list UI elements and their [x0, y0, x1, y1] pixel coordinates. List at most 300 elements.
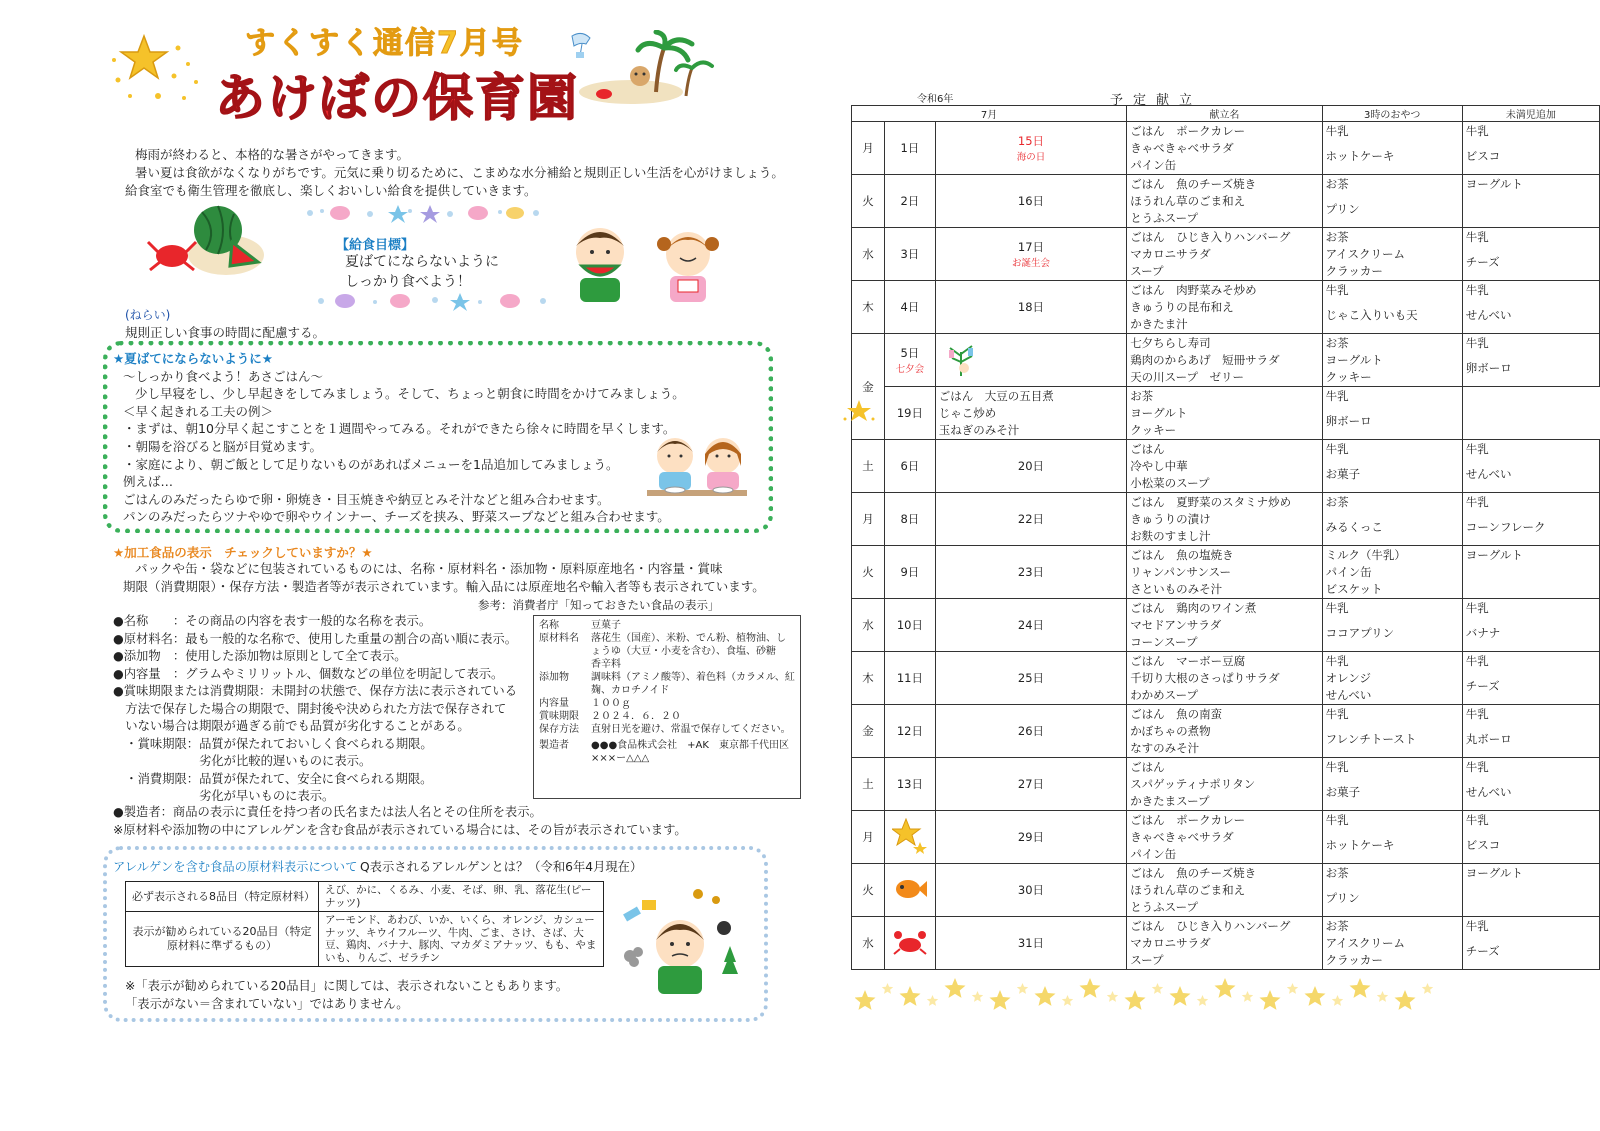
definition-line: ●名称 ：その商品の内容を表す一般的な名称を表示。 — [113, 614, 432, 628]
garland-star — [882, 983, 893, 994]
definition-line: ・消費期限：品質が保たれて、安全に食べられる期限。 — [113, 771, 433, 786]
menu-body — [852, 122, 1600, 970]
menu-row — [852, 917, 1600, 970]
menu-line: マカロニサラダ — [1130, 247, 1211, 261]
menu-line: コーンフレーク — [1465, 520, 1546, 534]
box1-line: ～しっかり食べよう！あさごはん～ — [123, 368, 324, 384]
menu-weekday: 月 — [852, 811, 885, 864]
menu-date-first — [885, 440, 936, 493]
menu-line: お茶 — [1325, 336, 1349, 350]
garland-star — [1377, 991, 1388, 1002]
garland-star — [1215, 978, 1236, 998]
menu-cell-lines — [1323, 122, 1462, 174]
menu-dishes — [935, 387, 1126, 440]
menu-date-second — [935, 811, 1126, 864]
allergen-table — [125, 881, 604, 967]
menu-line: チーズ — [1465, 944, 1500, 958]
menu-date-first — [885, 334, 936, 387]
menu-cell-lines — [1127, 546, 1321, 598]
menu-line: お菓子 — [1325, 467, 1361, 481]
label-definitions — [113, 613, 523, 806]
menu-date-text: 11日 — [896, 671, 923, 685]
garland-star — [1125, 990, 1146, 1010]
box1-line: ＜早く起きれる工夫の例＞ — [123, 403, 274, 419]
menu-date-second — [935, 281, 1126, 334]
menu-dishes — [1127, 175, 1322, 228]
children-eating-icon — [568, 222, 730, 304]
menu-cell-lines — [1323, 281, 1462, 333]
menu-table — [851, 105, 1600, 970]
label-key: 添加物 — [539, 672, 569, 683]
menu-row — [852, 122, 1600, 175]
menu-cell-lines — [1323, 440, 1462, 492]
menu-line: 玉ねぎのみそ汁 — [938, 423, 1020, 437]
menu-date-text: 26日 — [1017, 724, 1045, 738]
menu-line: 牛乳 — [1325, 813, 1349, 827]
menu-line: じゃこ炒め — [938, 406, 997, 420]
box1-line: 例えば… — [123, 474, 174, 490]
garland-star — [1260, 990, 1281, 1010]
goal-title: 【給食目標】 — [336, 238, 415, 253]
menu-date-second — [935, 228, 1126, 281]
allergen-title: アレルゲンを含む食品の原材料表示について — [113, 860, 358, 874]
menu-toddler-extra — [1462, 440, 1599, 493]
menu-cell-lines — [1127, 228, 1321, 280]
menu-line: フレンチトースト — [1325, 732, 1417, 746]
menu-line: 冷やし中華 — [1130, 459, 1188, 473]
menu-date-text: 15日 — [1017, 134, 1045, 148]
menu-toddler-extra — [1462, 228, 1599, 281]
menu-weekday: 木 — [852, 281, 885, 334]
menu-line: アイスクリーム — [1325, 936, 1405, 950]
shell-garland-bottom-icon — [315, 290, 550, 312]
menu-line: ヨーグルト — [1325, 353, 1383, 367]
definition-line: いない場合は期限が過ぎる前でも品質が劣化することがある。 — [113, 719, 470, 733]
menu-line: ココアプリン — [1325, 626, 1395, 640]
menu-date-text: 29日 — [1017, 830, 1045, 844]
menu-dishes — [1127, 440, 1322, 493]
menu-line: ヨーグルト — [1130, 406, 1188, 420]
menu-line: アイスクリーム — [1325, 247, 1405, 261]
garland-star — [927, 995, 938, 1006]
menu-line: 牛乳 — [1465, 124, 1489, 138]
food-label-line: パックや缶・袋などに包装されているものには、名称・原材料名・添加物・原料原産地名・内容量・賞味 — [135, 561, 723, 576]
menu-snack — [1322, 122, 1462, 175]
breakfast-kids-icon — [645, 432, 750, 504]
menu-dishes — [1127, 917, 1322, 970]
menu-header-month: 7月 — [852, 106, 1127, 122]
menu-line: 牛乳 — [1465, 654, 1489, 668]
star-icon — [841, 399, 877, 428]
allergen-items: アーモンド、あわび、いか、いくら、オレンジ、カシューナッツ、キウイフルーツ、牛肉、ごま、さけ、さば、大豆、鶏肉、バナナ、豚肉、マカダミアナッツ、もも、やまいも、りんご、ゼラチン — [319, 912, 604, 967]
garland-star — [1242, 991, 1253, 1002]
crab-icon — [892, 944, 928, 958]
menu-header-row — [852, 106, 1600, 122]
menu-line: パイン缶 — [1325, 565, 1372, 579]
menu-line: ごはん — [1130, 442, 1165, 456]
footer-line: ●製造者：商品の表示に責任を持つ者の氏名または法人名とその住所を表示。 — [113, 805, 542, 819]
food-label-intro — [123, 560, 773, 595]
menu-line: ごはん マーボー豆腐 — [1130, 654, 1246, 668]
menu-row — [852, 599, 1600, 652]
menu-date-first — [885, 758, 936, 811]
menu-dishes — [1127, 758, 1322, 811]
menu-line: スープ — [1130, 953, 1164, 967]
garland-star — [1152, 983, 1163, 994]
menu-line: スープ — [1130, 264, 1164, 278]
intro-line: 暑い夏は食欲がなくなりがちです。元気に乗り切るために、こまめな水分補給と規則正しい生活を心がけましょう。 — [135, 165, 784, 180]
event-note: お誕生会 — [1011, 258, 1050, 269]
menu-line: チーズ — [1465, 679, 1500, 693]
menu-dishes — [1127, 599, 1322, 652]
summer-fatigue-title: ★夏ばてにならないように★ — [113, 351, 273, 366]
menu-cell-lines — [1323, 705, 1462, 757]
menu-line: パイン缶 — [1130, 847, 1177, 861]
menu-row — [852, 334, 1600, 387]
menu-date-second — [935, 334, 1126, 387]
tanabata-icon — [946, 342, 976, 379]
label-row — [539, 739, 795, 765]
menu-date-text: 2日 — [900, 194, 920, 208]
menu-date-text: 12日 — [896, 724, 923, 738]
menu-date-text: 3日 — [900, 247, 920, 261]
menu-line: ビスコ — [1465, 838, 1501, 852]
label-value: 直射日光を避け、常温で保存してください。 — [591, 724, 791, 735]
menu-cell-lines — [1463, 546, 1599, 598]
event-note: 七夕会 — [895, 364, 925, 375]
menu-date-first — [885, 652, 936, 705]
label-value: １００ｇ — [591, 698, 631, 709]
menu-line: 牛乳 — [1465, 230, 1489, 244]
menu-cell-lines — [1127, 281, 1321, 333]
menu-cell-lines — [1463, 864, 1599, 916]
menu-cell-lines — [1463, 334, 1599, 386]
menu-toddler-extra — [1462, 599, 1599, 652]
menu-toddler-extra — [1322, 387, 1462, 440]
label-key: 名称 — [539, 620, 559, 631]
allergen-row — [126, 882, 604, 912]
menu-date-text: 18日 — [1017, 300, 1045, 314]
menu-cell-lines — [1323, 546, 1462, 598]
menu-cell-lines — [1127, 334, 1321, 386]
menu-line: ビスケット — [1325, 582, 1383, 596]
menu-line: ヨーグルト — [1465, 548, 1523, 562]
menu-line: ごはん 魚の塩焼き — [1130, 548, 1234, 562]
menu-cell-lines — [1323, 864, 1462, 916]
menu-line: わかめスープ — [1130, 688, 1199, 702]
nursery-name-title: あけぼの保育園 — [215, 69, 579, 127]
menu-line: 卵ボーロ — [1325, 414, 1372, 428]
menu-line: コーンスープ — [1130, 635, 1198, 649]
label-value: 調味料（アミノ酸等）、着色料（カラメル、紅麹、カロチノイド — [591, 672, 795, 696]
menu-cell-lines — [1463, 493, 1599, 545]
star-garland-icon — [855, 975, 1455, 1015]
menu-row — [852, 281, 1600, 334]
menu-cell-lines — [1323, 493, 1462, 545]
label-key: 賞味期限 — [539, 711, 579, 722]
menu-line: 牛乳 — [1325, 124, 1349, 138]
menu-date-first — [885, 705, 936, 758]
menu-snack — [1127, 387, 1322, 440]
garland-star — [972, 991, 983, 1002]
menu-line: かぼちゃの煮物 — [1130, 724, 1211, 738]
menu-line: オレンジ — [1325, 671, 1372, 685]
menu-toddler-extra — [1462, 811, 1599, 864]
menu-row — [852, 440, 1600, 493]
menu-line: せんべい — [1465, 308, 1512, 322]
menu-date-text: 10日 — [896, 618, 923, 632]
menu-line: 牛乳 — [1465, 336, 1489, 350]
menu-cell-lines — [1127, 864, 1321, 916]
menu-date-text: 4日 — [900, 300, 920, 314]
menu-dishes — [1127, 811, 1322, 864]
menu-dishes — [1127, 652, 1322, 705]
menu-date-first — [885, 228, 936, 281]
menu-toddler-extra — [1462, 334, 1599, 387]
menu-line: クラッカー — [1325, 264, 1383, 278]
menu-line: 丸ボーロ — [1465, 732, 1512, 746]
menu-line: ごはん 大豆の五目煮 — [938, 389, 1054, 403]
menu-row — [852, 546, 1600, 599]
menu-weekday: 月 — [852, 122, 885, 175]
box1-line: パンのみだったらツナやゆで卵やウインナー、チーズを挟み、野菜スープなどと組み合わせます。 — [123, 509, 670, 525]
menu-date-second — [935, 917, 1126, 970]
menu-date-text: 27日 — [1017, 777, 1045, 791]
label-row — [539, 632, 795, 671]
menu-line: ごはん 鶏肉のワイン煮 — [1130, 601, 1257, 615]
box1-line: 少し早寝をし、少し早起きをしてみましょう。そして、ちょっと朝食に時間をかけてみましょう。 — [135, 386, 685, 402]
garland-star — [1017, 983, 1028, 994]
menu-dishes — [1127, 864, 1322, 917]
goal-line: 夏ばてにならないように — [345, 254, 499, 270]
menu-line: 牛乳 — [1325, 601, 1349, 615]
box1-line: ・朝陽を浴びると脳が目覚めます。 — [123, 438, 323, 454]
menu-line: せんべい — [1325, 688, 1372, 702]
menu-cell-lines — [1323, 228, 1462, 280]
box1-line: ・まずは、朝10分早く起こすことを１週間やってみる。それができたら徐々に時間を早くします。 — [123, 421, 676, 437]
garland-star — [1080, 978, 1101, 998]
menu-line: 牛乳 — [1325, 389, 1349, 403]
menu-cell-lines — [1127, 599, 1321, 651]
menu-date-text: 25日 — [1017, 671, 1045, 685]
menu-snack — [1322, 175, 1462, 228]
menu-line: バナナ — [1465, 626, 1501, 640]
menu-cell-lines — [1463, 705, 1599, 757]
menu-date-first — [885, 811, 936, 864]
label-row — [539, 697, 795, 710]
menu-date-second — [935, 493, 1126, 546]
menu-line: みるくっこ — [1325, 520, 1383, 534]
menu-line: 牛乳 — [1465, 919, 1489, 933]
newsletter-subtitle: すくすく通信7月号 — [245, 26, 524, 61]
garland-star — [1170, 986, 1191, 1006]
definition-line: ・賞味期限：品質が保たれておいしく食べられる期限。 — [113, 736, 433, 751]
menu-line: 牛乳 — [1465, 442, 1489, 456]
menu-line: きゃべきゃべサラダ — [1130, 141, 1234, 155]
menu-date-text: 31日 — [1017, 936, 1045, 950]
menu-cell-lines — [1127, 811, 1321, 863]
menu-weekday: 木 — [852, 652, 885, 705]
garland-star — [900, 986, 921, 1006]
menu-row — [852, 864, 1600, 917]
menu-toddler-extra — [1462, 175, 1599, 228]
allergen-notes — [125, 978, 595, 1013]
menu-cell-lines — [1323, 917, 1462, 969]
menu-header-extra: 未満児追加 — [1462, 106, 1599, 122]
menu-toddler-extra — [1462, 546, 1599, 599]
box1-line: ごはんのみだったらゆで卵・卵焼き・目玉焼きや納豆とみそ汁などと組み合わせます。 — [123, 491, 610, 507]
menu-snack — [1322, 228, 1462, 281]
menu-line: 七夕ちらし寿司 — [1130, 336, 1211, 350]
menu-line: パイン缶 — [1130, 158, 1177, 172]
allergy-child-icon — [618, 886, 748, 996]
menu-line: プリン — [1325, 202, 1360, 216]
menu-date-second — [935, 705, 1126, 758]
menu-cell-lines — [1127, 387, 1321, 439]
menu-line: お茶 — [1325, 495, 1349, 509]
garland-star — [1197, 995, 1208, 1006]
menu-date-text: 5日 — [900, 346, 920, 360]
menu-line: ビスコ — [1465, 149, 1501, 163]
garland-star — [1062, 995, 1073, 1006]
menu-snack — [1322, 917, 1462, 970]
menu-line: じゃこ入りいも天 — [1325, 308, 1418, 322]
menu-toddler-extra — [1462, 864, 1599, 917]
menu-header-name: 献立名 — [1127, 106, 1322, 122]
menu-cell-lines — [1463, 758, 1599, 810]
aim-label: (ねらい) — [125, 308, 171, 322]
menu-line: クラッカー — [1325, 953, 1383, 967]
menu-date-text: 17日 — [1017, 240, 1045, 254]
menu-line: 牛乳 — [1325, 654, 1349, 668]
label-value: ２０２４．６．２０ — [591, 711, 681, 722]
menu-row — [852, 705, 1600, 758]
menu-snack — [1322, 493, 1462, 546]
menu-row — [852, 811, 1600, 864]
menu-line: ごはん 魚のチーズ焼き — [1130, 177, 1257, 191]
menu-dishes — [1127, 546, 1322, 599]
menu-cell-lines — [1127, 652, 1321, 704]
menu-line: クッキー — [1325, 370, 1372, 384]
menu-line: ごはん 魚のチーズ焼き — [1130, 866, 1257, 880]
menu-line: かきたま汁 — [1130, 317, 1188, 331]
menu-row — [852, 493, 1600, 546]
menu-dishes — [1127, 334, 1322, 387]
menu-cell-lines — [1463, 175, 1599, 227]
menu-date-second — [935, 122, 1126, 175]
menu-cell-lines — [1127, 493, 1321, 545]
menu-line: かきたまスープ — [1130, 794, 1210, 808]
garland-star — [1035, 986, 1056, 1006]
menu-line: ごはん 夏野菜のスタミナ炒め — [1130, 495, 1292, 509]
menu-weekday: 金 — [852, 705, 885, 758]
garland-star — [1395, 990, 1416, 1010]
menu-date-second — [935, 599, 1126, 652]
menu-snack — [1322, 811, 1462, 864]
allergen-category: 必ず表示される8品目（特定原材料） — [126, 882, 319, 912]
menu-dishes — [1127, 122, 1322, 175]
food-label-line: 期限（消費期限）・保存方法・製造者等が表示されています。輸入品には原産地名や輸入者等も表示されています。 — [123, 578, 765, 594]
menu-weekday: 水 — [852, 599, 885, 652]
menu-line: ほうれん草のごま和え — [1130, 883, 1246, 897]
menu-line: お麩のすまし汁 — [1130, 529, 1211, 543]
menu-date-text: 22日 — [1017, 512, 1045, 526]
menu-row — [852, 175, 1600, 228]
menu-line: 牛乳 — [1465, 283, 1489, 297]
menu-year: 令和6年 — [917, 94, 954, 105]
menu-toddler-extra — [1462, 281, 1599, 334]
menu-line: きゅうりの昆布和え — [1130, 300, 1234, 314]
menu-line: ホットケーキ — [1325, 149, 1395, 163]
menu-dishes — [1127, 493, 1322, 546]
label-value: 豆菓子 — [591, 620, 621, 631]
menu-toddler-extra — [1462, 917, 1599, 970]
sample-food-label — [533, 615, 801, 799]
definition-line: ●内容量 ：グラムやミリリットル、個数などの単位を明記して表示。 — [113, 666, 504, 681]
menu-toddler-extra — [1462, 122, 1599, 175]
label-key: 原材料名 — [539, 633, 579, 644]
label-key: 内容量 — [539, 698, 569, 709]
menu-line: お茶 — [1325, 230, 1349, 244]
menu-date-first — [885, 546, 936, 599]
menu-toddler-extra — [1462, 493, 1599, 546]
menu-snack — [1322, 705, 1462, 758]
garland-star — [990, 990, 1011, 1010]
star-cluster-icon — [108, 30, 208, 110]
palm-island-icon — [576, 30, 716, 105]
menu-date-second — [935, 652, 1126, 705]
menu-line: 千切り大根のさっぱりサラダ — [1130, 671, 1280, 685]
menu-line: クッキー — [1130, 423, 1177, 437]
intro-text — [125, 146, 785, 200]
menu-snack — [1322, 334, 1462, 387]
menu-snack — [1322, 652, 1462, 705]
menu-weekday: 火 — [852, 175, 885, 228]
menu-line: とうふスープ — [1130, 900, 1199, 914]
intro-line: 梅雨が終わると、本格的な暑さがやってきます。 — [135, 147, 410, 162]
menu-cell-lines — [1463, 228, 1599, 280]
menu-snack — [1322, 281, 1462, 334]
menu-date-text: 20日 — [1017, 459, 1045, 473]
menu-line: 牛乳 — [1325, 283, 1349, 297]
menu-date-text: 19日 — [896, 406, 923, 420]
menu-line: マカロニサラダ — [1130, 936, 1211, 950]
menu-line: お茶 — [1130, 389, 1154, 403]
menu-cell-lines — [1323, 334, 1462, 386]
garland-star — [855, 990, 876, 1010]
menu-header-snack: 3時のおやつ — [1322, 106, 1462, 122]
menu-line: 卵ボーロ — [1465, 361, 1512, 375]
menu-line: ほうれん草のごま和え — [1130, 194, 1246, 208]
menu-line: 牛乳 — [1325, 442, 1349, 456]
menu-cell-lines — [1323, 652, 1462, 704]
menu-row — [852, 228, 1600, 281]
menu-date-first — [885, 122, 936, 175]
menu-line: プリン — [1325, 891, 1360, 905]
menu-cell-lines — [1463, 917, 1599, 969]
label-key: 保存方法 — [539, 724, 579, 735]
menu-line: 鶏肉のからあげ 短冊サラダ — [1130, 353, 1280, 367]
menu-line: ごはん — [1130, 760, 1165, 774]
menu-date-text: 23日 — [1017, 565, 1045, 579]
garland-star — [1305, 986, 1326, 1006]
menu-date-text: 1日 — [900, 141, 920, 155]
box1-line: ・家庭により、朝ご飯として足りないものがあればメニューを1品追加してみましょう。 — [123, 456, 619, 472]
menu-cell-lines — [1463, 281, 1599, 333]
menu-line: とうふスープ — [1130, 211, 1199, 225]
menu-line: ごはん ひじき入りハンバーグ — [1130, 919, 1291, 933]
menu-date-text: 30日 — [1017, 883, 1045, 897]
